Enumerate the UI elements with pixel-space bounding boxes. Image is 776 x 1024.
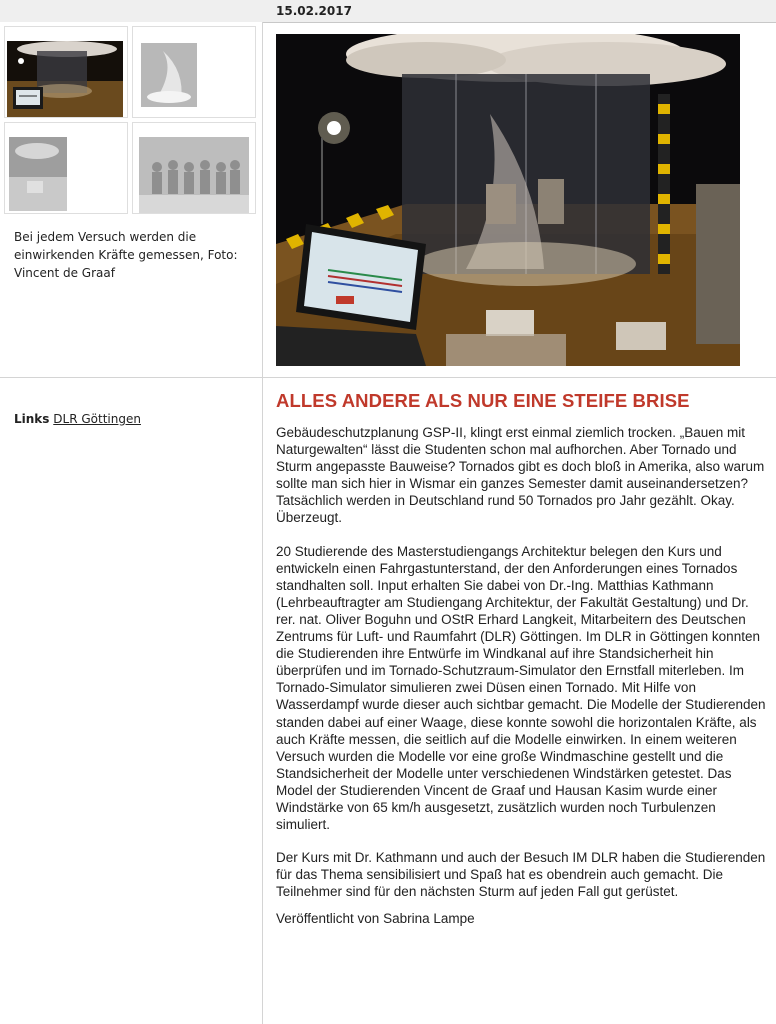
section-divider [0, 377, 776, 378]
article-paragraph: Der Kurs mit Dr. Kathmann und auch der Besuch IM DLR haben die Studierenden für das Thema sensibilisiert und Spaß hat es obendrein auch gemacht. Die Teilnehmer sind für den nächsten Sturm auf jeden Fall gut gerüstet. [276, 850, 766, 900]
article-paragraph: Gebäudeschutzplanung GSP-II, klingt erst einmal ziemlich trocken. „Bauen mit Naturgewalten“ lässt die Studenten schon mal aufhorchen. Aber Tornado und Sturm angepasste Bauweise? Tornados gibt es doch bloß in Amerika, also warum sollte man sich hier in Wismar ein ganzes Semester damit auseinandersetzen? Tatsächlich werden in Deutschland rund 50 Tornados pro Jahr gezählt. Okay. Überzeugt. [276, 425, 765, 526]
thumbnail-image [7, 137, 123, 214]
date-bar [0, 0, 776, 23]
publish-date: 15.02.2017 [276, 4, 352, 18]
thumbnail-gallery [4, 26, 260, 216]
left-column [0, 22, 263, 1024]
thumbnail-image [135, 41, 251, 118]
sidebar-links [14, 412, 141, 426]
dlr-goettingen-link[interactable]: DLR Göttingen [53, 412, 141, 426]
thumbnail-tornado-simulator[interactable] [4, 26, 128, 118]
links-label: Links [14, 412, 50, 426]
thumbnail-smoke-vortex[interactable] [132, 26, 256, 118]
article-paragraph: 20 Studierende des Masterstudiengangs Architektur belegen den Kurs und entwickeln einen Fahrgastunterstand, der den Anforderungen eines Tornados standhalten soll. Input erhalten Sie dabei von Dr.-Ing. Matthias Kathmann (Lehrbeauftragter am Studiengang Architektur, der Fakultät Gestaltung) und Dr. rer. nat. Oliver Boguhn und OStR Erhard Langkeit, Mitarbeitern des Deutschen Zentrums für Luft- und Raumfahrt (DLR) Göttingen. Im DLR in Göttingen konnten die Studierenden ihre Entwürfe im Windkanal auf ihre Standsicherheit hin überprüfen und im Tornado-Schutzraum-Simulator den Ernstfall miterleben. Im Tornado-Simulator simulieren zwei Düsen einen Tornado. Mit Hilfe von Wasserdampf wurde dieser auch sichtbar gemacht. Die Modelle der Studierenden standen dabei auf einer Waage, diese konnte sowohl die horizontalen Kräfte, als auch Kräfte messen, die seitlich auf die Modelle einwirken. In einem weiteren Versuch wurden die Modelle vor eine große Windmaschine gestellt und die Standsicherheit der Modelle unter verschiedenen Windstärken getestet. Das Model der Studierenden Vincent de Graaf und Hausan Kasim wurde einer Windstärke von 65 km/h ausgesetzt, zusätzlich wurden noch Turbulenzen simuliert. [276, 543, 766, 833]
author-line: Veröffentlicht von Sabrina Lampe [276, 911, 475, 927]
main-photo [276, 34, 740, 366]
thumbnail-image [135, 137, 251, 214]
article-body [276, 424, 768, 944]
thumbnail-group-photo[interactable] [132, 122, 256, 214]
tornado-simulator-photo [276, 34, 740, 366]
article-title: ALLES ANDERE ALS NUR EINE STEIFE BRISE [276, 390, 690, 411]
thumbnail-image [7, 41, 123, 118]
photo-caption: Bei jedem Versuch werden die einwirkenden Kräfte gemessen, Foto: Vincent de Graaf [14, 230, 238, 280]
thumbnail-model-fog[interactable] [4, 122, 128, 214]
